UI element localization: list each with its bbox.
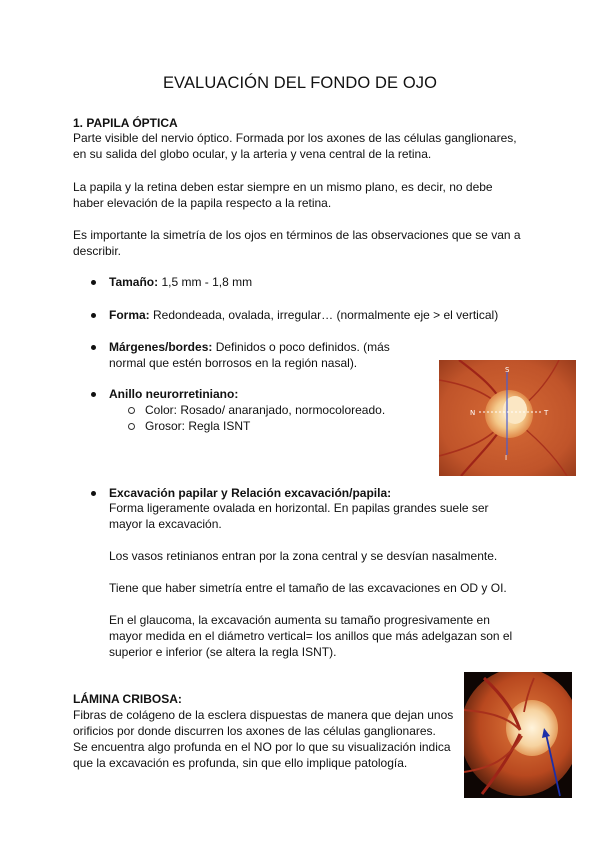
paragraph-line: describir. [73, 244, 122, 258]
bullet-continuation: Tiene que haber simetría entre el tamaño de las excavaciones en OD y OI. [109, 581, 507, 595]
bullet-continuation: En el glaucoma, la excavación aumenta su tamaño progresivamente en [109, 613, 490, 627]
sub-bullet-circle [128, 423, 135, 430]
sub-bullet-circle [128, 407, 135, 414]
bullet-continuation: superior e inferior (se altera la regla ISNT). [109, 645, 337, 659]
bullet-dot [91, 392, 96, 397]
bullet-dot [91, 280, 96, 285]
fundus-label-bottom: I [505, 454, 508, 462]
bullet-label: Forma: [109, 308, 150, 322]
paragraph-line: Es importante la simetría de los ojos en términos de las observaciones que se van a [73, 228, 521, 242]
fundus-label-top: S [505, 366, 510, 374]
fundus-lamina-graphic [464, 672, 572, 798]
bullet-value: 1,5 mm - 1,8 mm [158, 275, 253, 289]
paragraph-line: orificios por donde discurren los axones de las células ganglionares. [73, 724, 436, 738]
paragraph-line: Fibras de colágeno de la esclera dispuestas de manera que dejan unos [73, 708, 454, 722]
paragraph-line: haber elevación de la papila respecto a la retina. [73, 196, 332, 210]
paragraph-line: que la excavación es profunda, sin que ello implique patología. [73, 756, 408, 770]
section-heading-lamina: LÁMINA CRIBOSA: [73, 692, 182, 706]
bullet-anillo: Anillo neurorretiniano: [109, 387, 239, 401]
bullet-continuation: Forma ligeramente ovalada en horizontal. En papilas grandes suele ser [109, 501, 489, 515]
fundus-isnt-graphic [439, 360, 576, 476]
paragraph-line: Se encuentra algo profunda en el NO por lo que su visualización indica [73, 740, 451, 754]
bullet-label: Márgenes/bordes: [109, 340, 213, 354]
bullet-continuation: Los vasos retinianos entran por la zona central y se desvían nasalmente. [109, 549, 498, 563]
bullet-label: Tamaño: [109, 275, 159, 289]
paragraph-line: Parte visible del nervio óptico. Formada por los axones de las células ganglionares, [73, 131, 517, 145]
paragraph-line: en su salida del globo ocular, y la arteria y vena central de la retina. [73, 147, 432, 161]
bullet-dot [91, 491, 96, 496]
sub-bullet-text: Color: Rosado/ anaranjado, normocoloreado. [145, 403, 386, 417]
bullet-margenes [109, 339, 390, 355]
bullet-dot [91, 345, 96, 350]
bullet-excavacion: Excavación papilar y Relación excavación/papila: [109, 486, 392, 500]
section-heading-papila: 1. PAPILA ÓPTICA [73, 116, 178, 130]
fundus-label-left: N [470, 409, 476, 417]
paragraph-line: La papila y la retina deben estar siempre en un mismo plano, es decir, no debe [73, 180, 493, 194]
fundus-label-right: T [544, 409, 549, 417]
bullet-value: Definidos o poco definidos. (más [212, 340, 390, 354]
fundus-image-lamina [464, 672, 572, 798]
sub-bullet-text: Grosor: Regla ISNT [145, 419, 251, 433]
bullet-continuation: mayor medida en el diámetro vertical= los anillos que más adelgazan son el [109, 629, 513, 643]
bullet-value: Redondeada, ovalada, irregular… (normalmente eje > el vertical) [149, 308, 499, 322]
bullet-dot [91, 313, 96, 318]
fundus-image-isnt [439, 360, 576, 476]
bullet-continuation: normal que estén borrosos en la región nasal). [109, 356, 358, 370]
bullet-tamano [109, 274, 252, 290]
bullet-forma [109, 307, 498, 323]
bullet-continuation: mayor la excavación. [109, 517, 222, 531]
page-title: EVALUACIÓN DEL FONDO DE OJO [162, 74, 438, 92]
